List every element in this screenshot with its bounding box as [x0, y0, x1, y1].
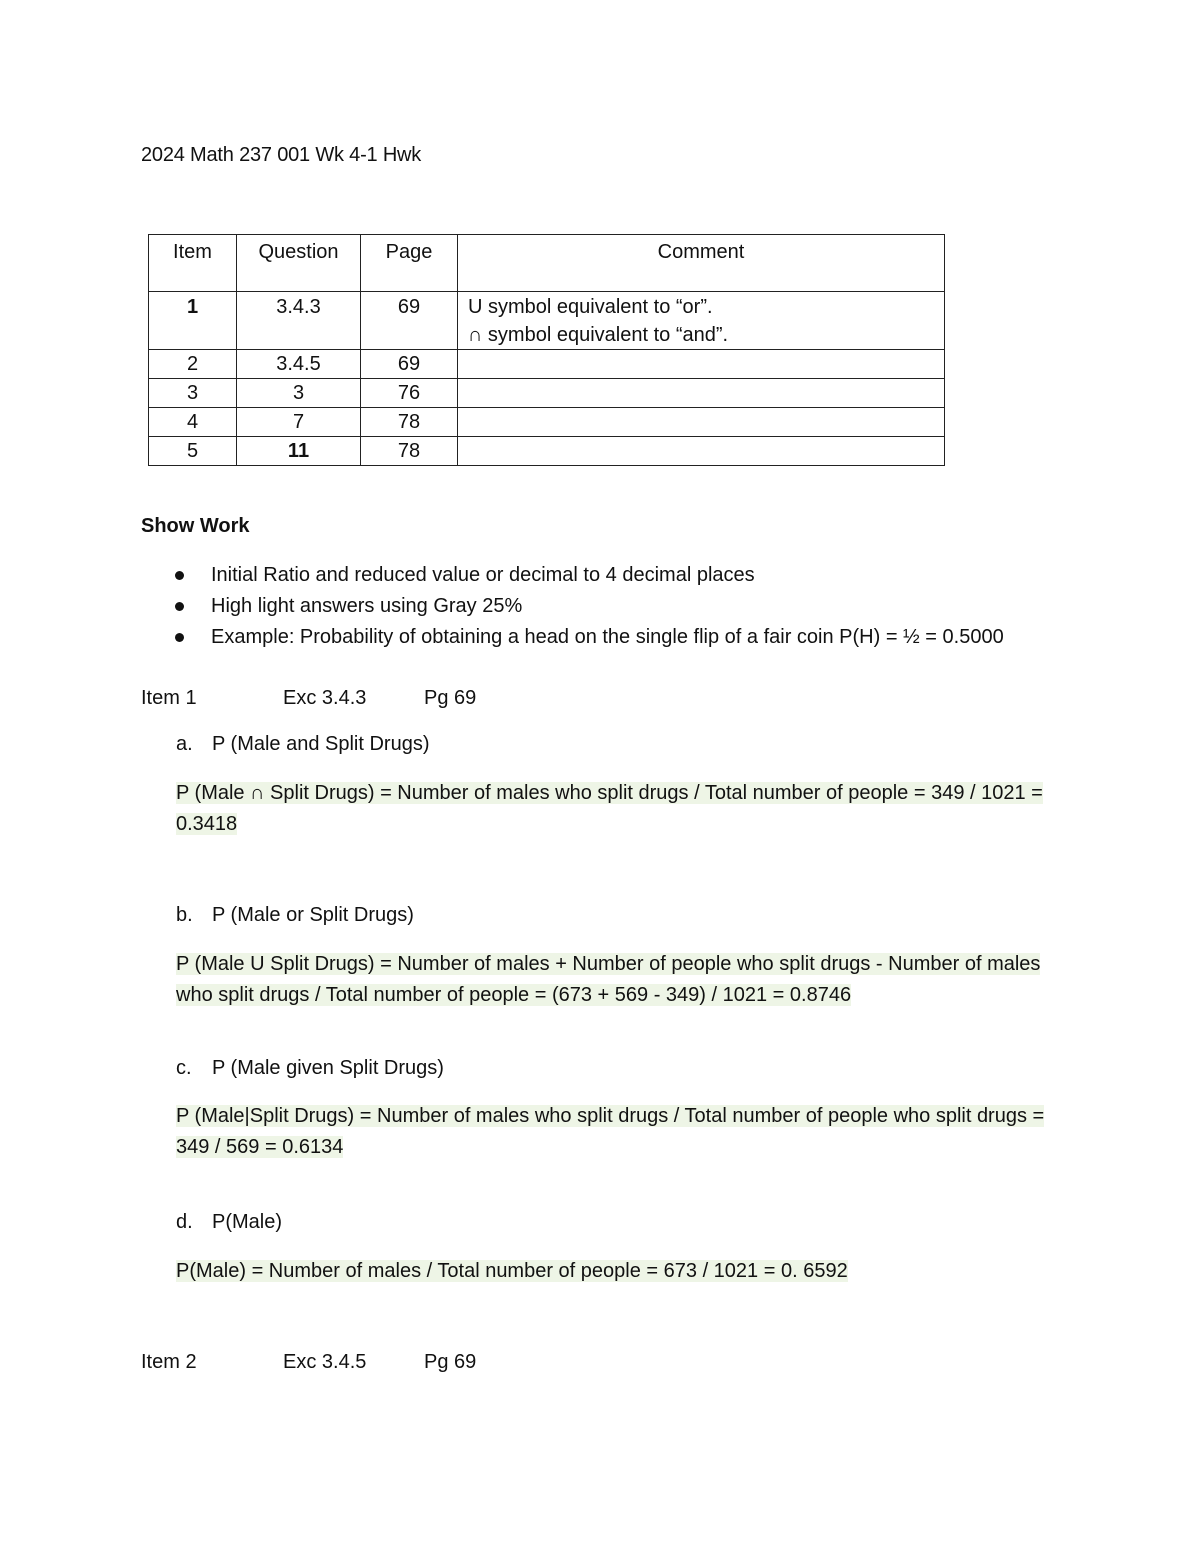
cell-comment	[458, 350, 945, 379]
part-c-question	[176, 1057, 444, 1080]
part-d-question	[176, 1211, 282, 1234]
table-row	[149, 292, 945, 350]
table-row	[149, 408, 945, 437]
part-c-answer	[176, 1101, 1056, 1163]
cell-item: 3	[149, 379, 237, 408]
part-text: P(Male)	[212, 1211, 283, 1233]
document-title: 2024 Math 237 001 Wk 4-1 Hwk	[141, 144, 422, 166]
header-item: Item	[149, 235, 237, 292]
comment-line-and: ∩ symbol equivalent to “and”.	[468, 324, 729, 346]
cell-question: 3.4.5	[237, 350, 361, 379]
item1-label: Item 1	[141, 687, 197, 709]
list-item	[170, 591, 1004, 622]
part-b-answer	[176, 949, 1056, 1011]
cell-item: 1	[149, 292, 237, 350]
cell-comment	[458, 437, 945, 466]
bullet-icon	[175, 602, 184, 611]
comment-line-or: U symbol equivalent to “or”.	[468, 296, 713, 318]
part-d-answer	[176, 1256, 1056, 1287]
item1-exercise: Exc 3.4.3	[283, 687, 367, 709]
cell-question: 11	[237, 437, 361, 466]
header-comment: Comment	[458, 235, 945, 292]
cell-page: 78	[361, 408, 458, 437]
table-row	[149, 437, 945, 466]
table-row	[149, 350, 945, 379]
cell-question: 7	[237, 408, 361, 437]
cell-item: 2	[149, 350, 237, 379]
part-b-question	[176, 904, 414, 927]
part-a-question	[176, 733, 430, 756]
item2-page: Pg 69	[424, 1351, 477, 1373]
table-row	[149, 379, 945, 408]
highlighted-answer: P (Male U Split Drugs) = Number of males + Number of people who split drugs - Number of males who split drugs / Total number of people = (673 + 569 - 349) / 1021 = 0.8746	[176, 953, 1041, 1006]
highlighted-answer: P(Male) = Number of males / Total number of people = 673 / 1021 = 0. 6592	[176, 1260, 848, 1282]
bullet-icon	[175, 633, 184, 642]
bullet-text: Example: Probability of obtaining a head on the single flip of a fair coin P(H) = ½ = 0.5000	[211, 626, 1004, 648]
table-header-row	[149, 235, 945, 292]
part-text: P (Male or Split Drugs)	[212, 904, 414, 926]
highlighted-answer: P (Male ∩ Split Drugs) = Number of males who split drugs / Total number of people = 349 / 1021 = 0.3418	[176, 782, 1043, 835]
header-question: Question	[237, 235, 361, 292]
cell-item: 5	[149, 437, 237, 466]
header-page: Page	[361, 235, 458, 292]
part-text: P (Male and Split Drugs)	[212, 733, 430, 755]
cell-comment	[458, 379, 945, 408]
cell-comment	[458, 292, 945, 350]
cell-comment	[458, 408, 945, 437]
list-item	[170, 560, 1004, 591]
item2-exercise: Exc 3.4.5	[283, 1351, 367, 1373]
cell-question: 3.4.3	[237, 292, 361, 350]
cell-page: 78	[361, 437, 458, 466]
cell-page: 69	[361, 350, 458, 379]
highlighted-answer: P (Male|Split Drugs) = Number of males who split drugs / Total number of people who split drugs = 349 / 569 = 0.6134	[176, 1105, 1045, 1158]
list-item	[170, 622, 1004, 653]
bullet-text: High light answers using Gray 25%	[211, 595, 523, 617]
item1-page: Pg 69	[424, 687, 477, 709]
part-text: P (Male given Split Drugs)	[212, 1057, 444, 1079]
cell-item: 4	[149, 408, 237, 437]
show-work-heading: Show Work	[141, 515, 250, 537]
part-letter: d.	[176, 1211, 193, 1233]
bullet-text: Initial Ratio and reduced value or decimal to 4 decimal places	[211, 564, 755, 586]
item2-label: Item 2	[141, 1351, 197, 1373]
homework-table	[148, 234, 945, 466]
part-letter: b.	[176, 904, 193, 926]
part-letter: a.	[176, 733, 193, 755]
part-letter: c.	[176, 1057, 192, 1079]
bullet-icon	[175, 571, 184, 580]
show-work-list	[170, 560, 1004, 653]
part-a-answer	[176, 778, 1056, 840]
cell-page: 76	[361, 379, 458, 408]
cell-question: 3	[237, 379, 361, 408]
cell-page: 69	[361, 292, 458, 350]
